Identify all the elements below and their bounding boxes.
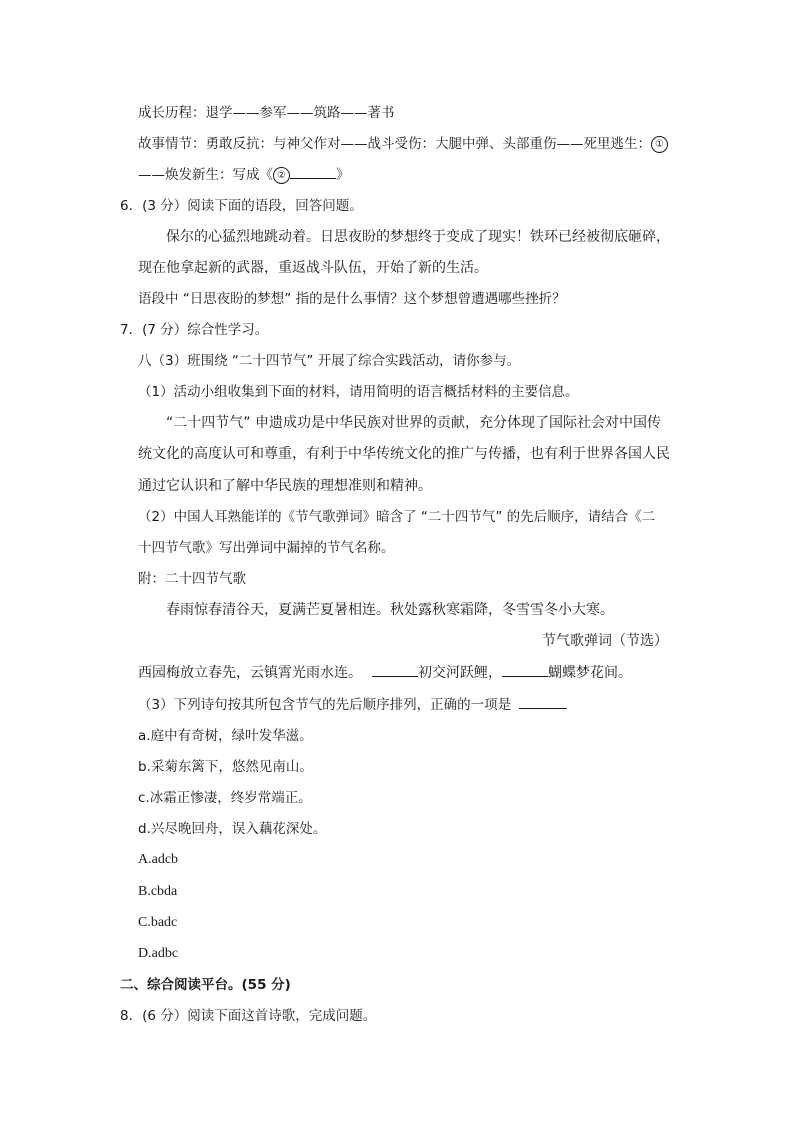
tanci-text-1: 西园梅放立春先，云镇霄光雨水连。: [138, 665, 362, 681]
material-line-1: “二十四节气” 申遗成功是中华民族对世界的贡献，充分体现了国际社会对中国传: [166, 415, 661, 431]
plot-text-2: ——焕发新生：写成《: [138, 167, 273, 183]
q8-heading: 8．(6 分）阅读下面这首诗歌，完成问题。: [120, 1008, 377, 1024]
q6-question: 语段中 “日思夜盼的梦想” 指的是什么事情？这个梦想曾遭遇哪些挫折？: [138, 291, 566, 307]
plot-text: 故事情节：勇敢反抗：与神父作对——战斗受伤：大腿中弹、头部重伤——死里逃生：: [138, 136, 651, 152]
material-line-2: 统文化的高度认可和尊重，有利于中华传统文化的推广与传播，也有利于世界各国人民: [138, 446, 670, 462]
answer-blank[interactable]: [290, 164, 336, 179]
tanci-text-2: 初交河跃鲤，: [418, 665, 502, 681]
growth-line: 成长历程：退学——参军——筑路——著书: [138, 105, 395, 121]
poem-line-b: b.采菊东篱下，悠然见南山。: [138, 759, 313, 775]
q7-sub-1: （1）活动小组收集到下面的材料，请用简明的语言概括材料的主要信息。: [138, 384, 579, 400]
blank-marker-1: ①: [651, 136, 668, 153]
q7-heading: 7．(7 分）综合性学习。: [120, 322, 269, 338]
tanci-text-3: 蝴蝶梦花间。: [548, 665, 632, 681]
q7-sub-3: [138, 694, 567, 715]
section-2-heading: 二、综合阅读平台。(55 分): [120, 977, 291, 993]
q7-sub-2-line-2: 十四节气歌》写出弹词中漏掉的节气名称。: [138, 540, 395, 556]
blank-marker-2: ②: [273, 167, 290, 184]
q6-passage-line-1: 保尔的心猛烈地跳动着。日思夜盼的梦想终于变成了现实！铁环已经被彻底砸碎，: [166, 229, 670, 245]
term-blank-2[interactable]: [502, 662, 548, 677]
q6-passage-line-2: 现在他拿起新的武器，重返战斗队伍，开始了新的生活。: [138, 260, 488, 276]
q7-sub-3-text: （3）下列诗句按其所包含节气的先后顺序排列，正确的一项是: [138, 697, 512, 713]
poem-line-a: a.庭中有奇树，绿叶发华滋。: [138, 728, 313, 744]
appendix-title: 附：二十四节气歌: [138, 571, 246, 587]
option-c[interactable]: C.badc: [138, 915, 178, 930]
option-b[interactable]: B.cbda: [138, 884, 178, 899]
poem-line-d: d.兴尽晚回舟，误入藕花深处。: [138, 821, 327, 837]
q6-heading: 6．(3 分）阅读下面的语段，回答问题。: [120, 198, 363, 214]
q7-intro: 八（3）班围绕 “二十四节气” 开展了综合实践活动，请你参与。: [138, 353, 521, 369]
option-d[interactable]: D.adbc: [138, 946, 179, 961]
close-title-mark: 》: [336, 167, 350, 183]
tanci-line: [138, 662, 632, 683]
poem-line-c: c.冰霜正惨凄，终岁常端正。: [138, 790, 312, 806]
option-a[interactable]: A.adcb: [138, 852, 179, 867]
material-line-3: 通过它认识和了解中华民族的理想准则和精神。: [138, 478, 432, 494]
solar-terms-song: 春雨惊春清谷天，夏满芒夏暑相连。秋处露秋寒霜降，冬雪雪冬小大寒。: [166, 602, 614, 618]
q7-sub-2-line-1: （2）中国人耳熟能详的《节气歌弹词》暗含了 “二十四节气” 的先后顺序，请结合《二: [138, 509, 656, 525]
excerpt-title: 节气歌弹词（节选）: [542, 633, 668, 649]
plot-line-2: [138, 164, 350, 185]
term-blank-1[interactable]: [372, 662, 418, 677]
order-answer-blank[interactable]: [519, 694, 567, 709]
plot-line: [138, 134, 668, 154]
